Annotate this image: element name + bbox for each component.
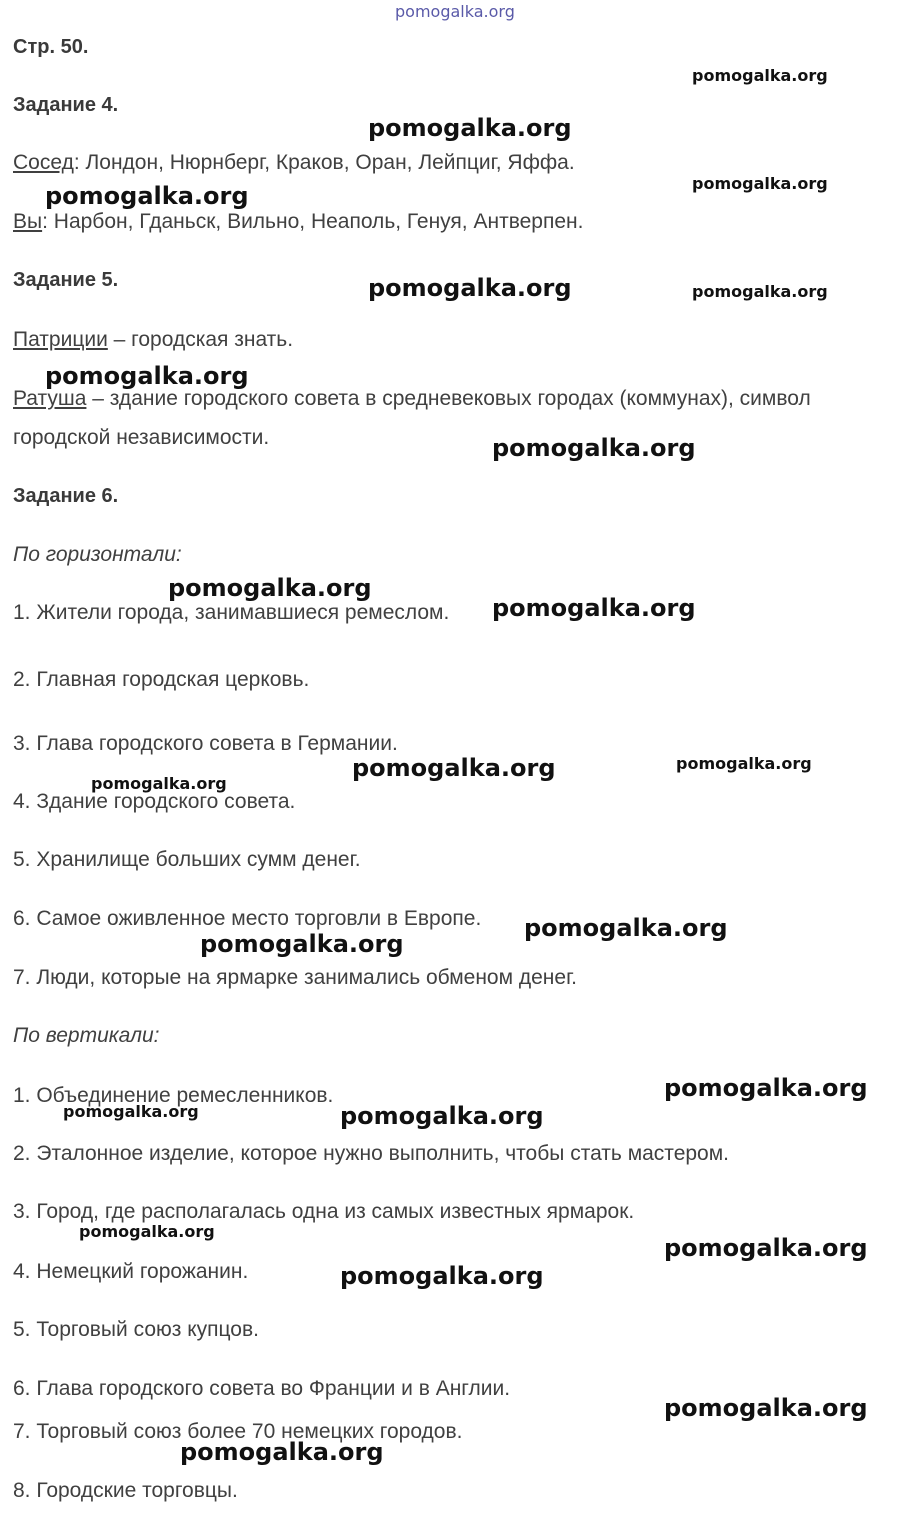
vertical-clue-1: 1. Объединение ремесленников. <box>13 1084 334 1107</box>
task6-title: Задание 6. <box>13 485 119 507</box>
task4-you-line <box>13 211 583 232</box>
top-watermark: pomogalka.org <box>395 2 515 21</box>
def-town-hall: – здание городского совета в средневековых городах (коммунах), символ <box>86 387 811 410</box>
watermark: pomogalka.org <box>168 574 372 602</box>
watermark: pomogalka.org <box>664 1234 868 1262</box>
vertical-clue-4: 4. Немецкий горожанин. <box>13 1260 249 1283</box>
vertical-clue-5: 5. Торговый союз купцов. <box>13 1318 259 1341</box>
watermark: pomogalka.org <box>692 66 828 85</box>
task4-title: Задание 4. <box>13 94 119 116</box>
vertical-heading: По вертикали: <box>13 1024 160 1047</box>
horizontal-clue-6: 6. Самое оживленное место торговли в Европе. <box>13 907 482 930</box>
watermark: pomogalka.org <box>664 1074 868 1102</box>
horizontal-clue-4: 4. Здание городского совета. <box>13 790 296 813</box>
page-reference: Стр. 50. <box>13 36 89 58</box>
vertical-clue-3: 3. Город, где располагалась одна из самых известных ярмарок. <box>13 1200 635 1223</box>
horizontal-clue-2: 2. Главная городская церковь. <box>13 668 310 691</box>
vertical-clue-7: 7. Торговый союз более 70 немецких городов. <box>13 1420 463 1443</box>
watermark: pomogalka.org <box>692 282 828 301</box>
watermark: pomogalka.org <box>676 754 812 773</box>
watermark: pomogalka.org <box>200 930 404 958</box>
task5-title: Задание 5. <box>13 269 119 291</box>
watermark: pomogalka.org <box>79 1222 215 1241</box>
task5-definition-2-continued: городской независимости. <box>13 426 270 449</box>
watermark: pomogalka.org <box>492 434 696 462</box>
task5-definition-2 <box>13 388 811 409</box>
def-patricians: – городская знать. <box>107 328 294 351</box>
watermark: pomogalka.org <box>340 1102 544 1130</box>
watermark: pomogalka.org <box>91 774 227 793</box>
term-town-hall: Ратуша <box>13 387 87 410</box>
neighbor-cities: : Лондон, Нюрнберг, Краков, Оран, Лейпциг, Яффа. <box>73 151 575 174</box>
horizontal-clue-7: 7. Люди, которые на ярмарке занимались обменом денег. <box>13 966 578 989</box>
you-cities: : Нарбон, Гданьск, Вильно, Неаполь, Генуя, Антверпен. <box>42 210 584 233</box>
watermark: pomogalka.org <box>368 274 572 302</box>
watermark: pomogalka.org <box>692 174 828 193</box>
vertical-clue-8: 8. Городские торговцы. <box>13 1479 238 1502</box>
term-patricians: Патриции <box>13 328 108 351</box>
vertical-clue-6: 6. Глава городского совета во Франции и в Англии. <box>13 1377 511 1400</box>
vertical-clue-2: 2. Эталонное изделие, которое нужно выполнить, чтобы стать мастером. <box>13 1142 729 1165</box>
task5-definition-1 <box>13 329 293 350</box>
neighbor-label: Сосед <box>13 151 74 174</box>
task4-neighbor-line <box>13 152 575 173</box>
watermark: pomogalka.org <box>664 1394 868 1422</box>
you-label: Вы <box>13 210 43 233</box>
watermark: pomogalka.org <box>180 1438 384 1466</box>
horizontal-clue-1: 1. Жители города, занимавшиеся ремеслом. <box>13 601 450 624</box>
watermark: pomogalka.org <box>492 594 696 622</box>
horizontal-heading: По горизонтали: <box>13 543 182 566</box>
horizontal-clue-3: 3. Глава городского совета в Германии. <box>13 732 398 755</box>
watermark: pomogalka.org <box>368 114 572 142</box>
watermark: pomogalka.org <box>352 754 556 782</box>
watermark: pomogalka.org <box>63 1102 199 1121</box>
watermark: pomogalka.org <box>45 182 249 210</box>
watermark: pomogalka.org <box>45 362 249 390</box>
horizontal-clue-5: 5. Хранилище больших сумм денег. <box>13 848 361 871</box>
watermark: pomogalka.org <box>340 1262 544 1290</box>
watermark: pomogalka.org <box>524 914 728 942</box>
